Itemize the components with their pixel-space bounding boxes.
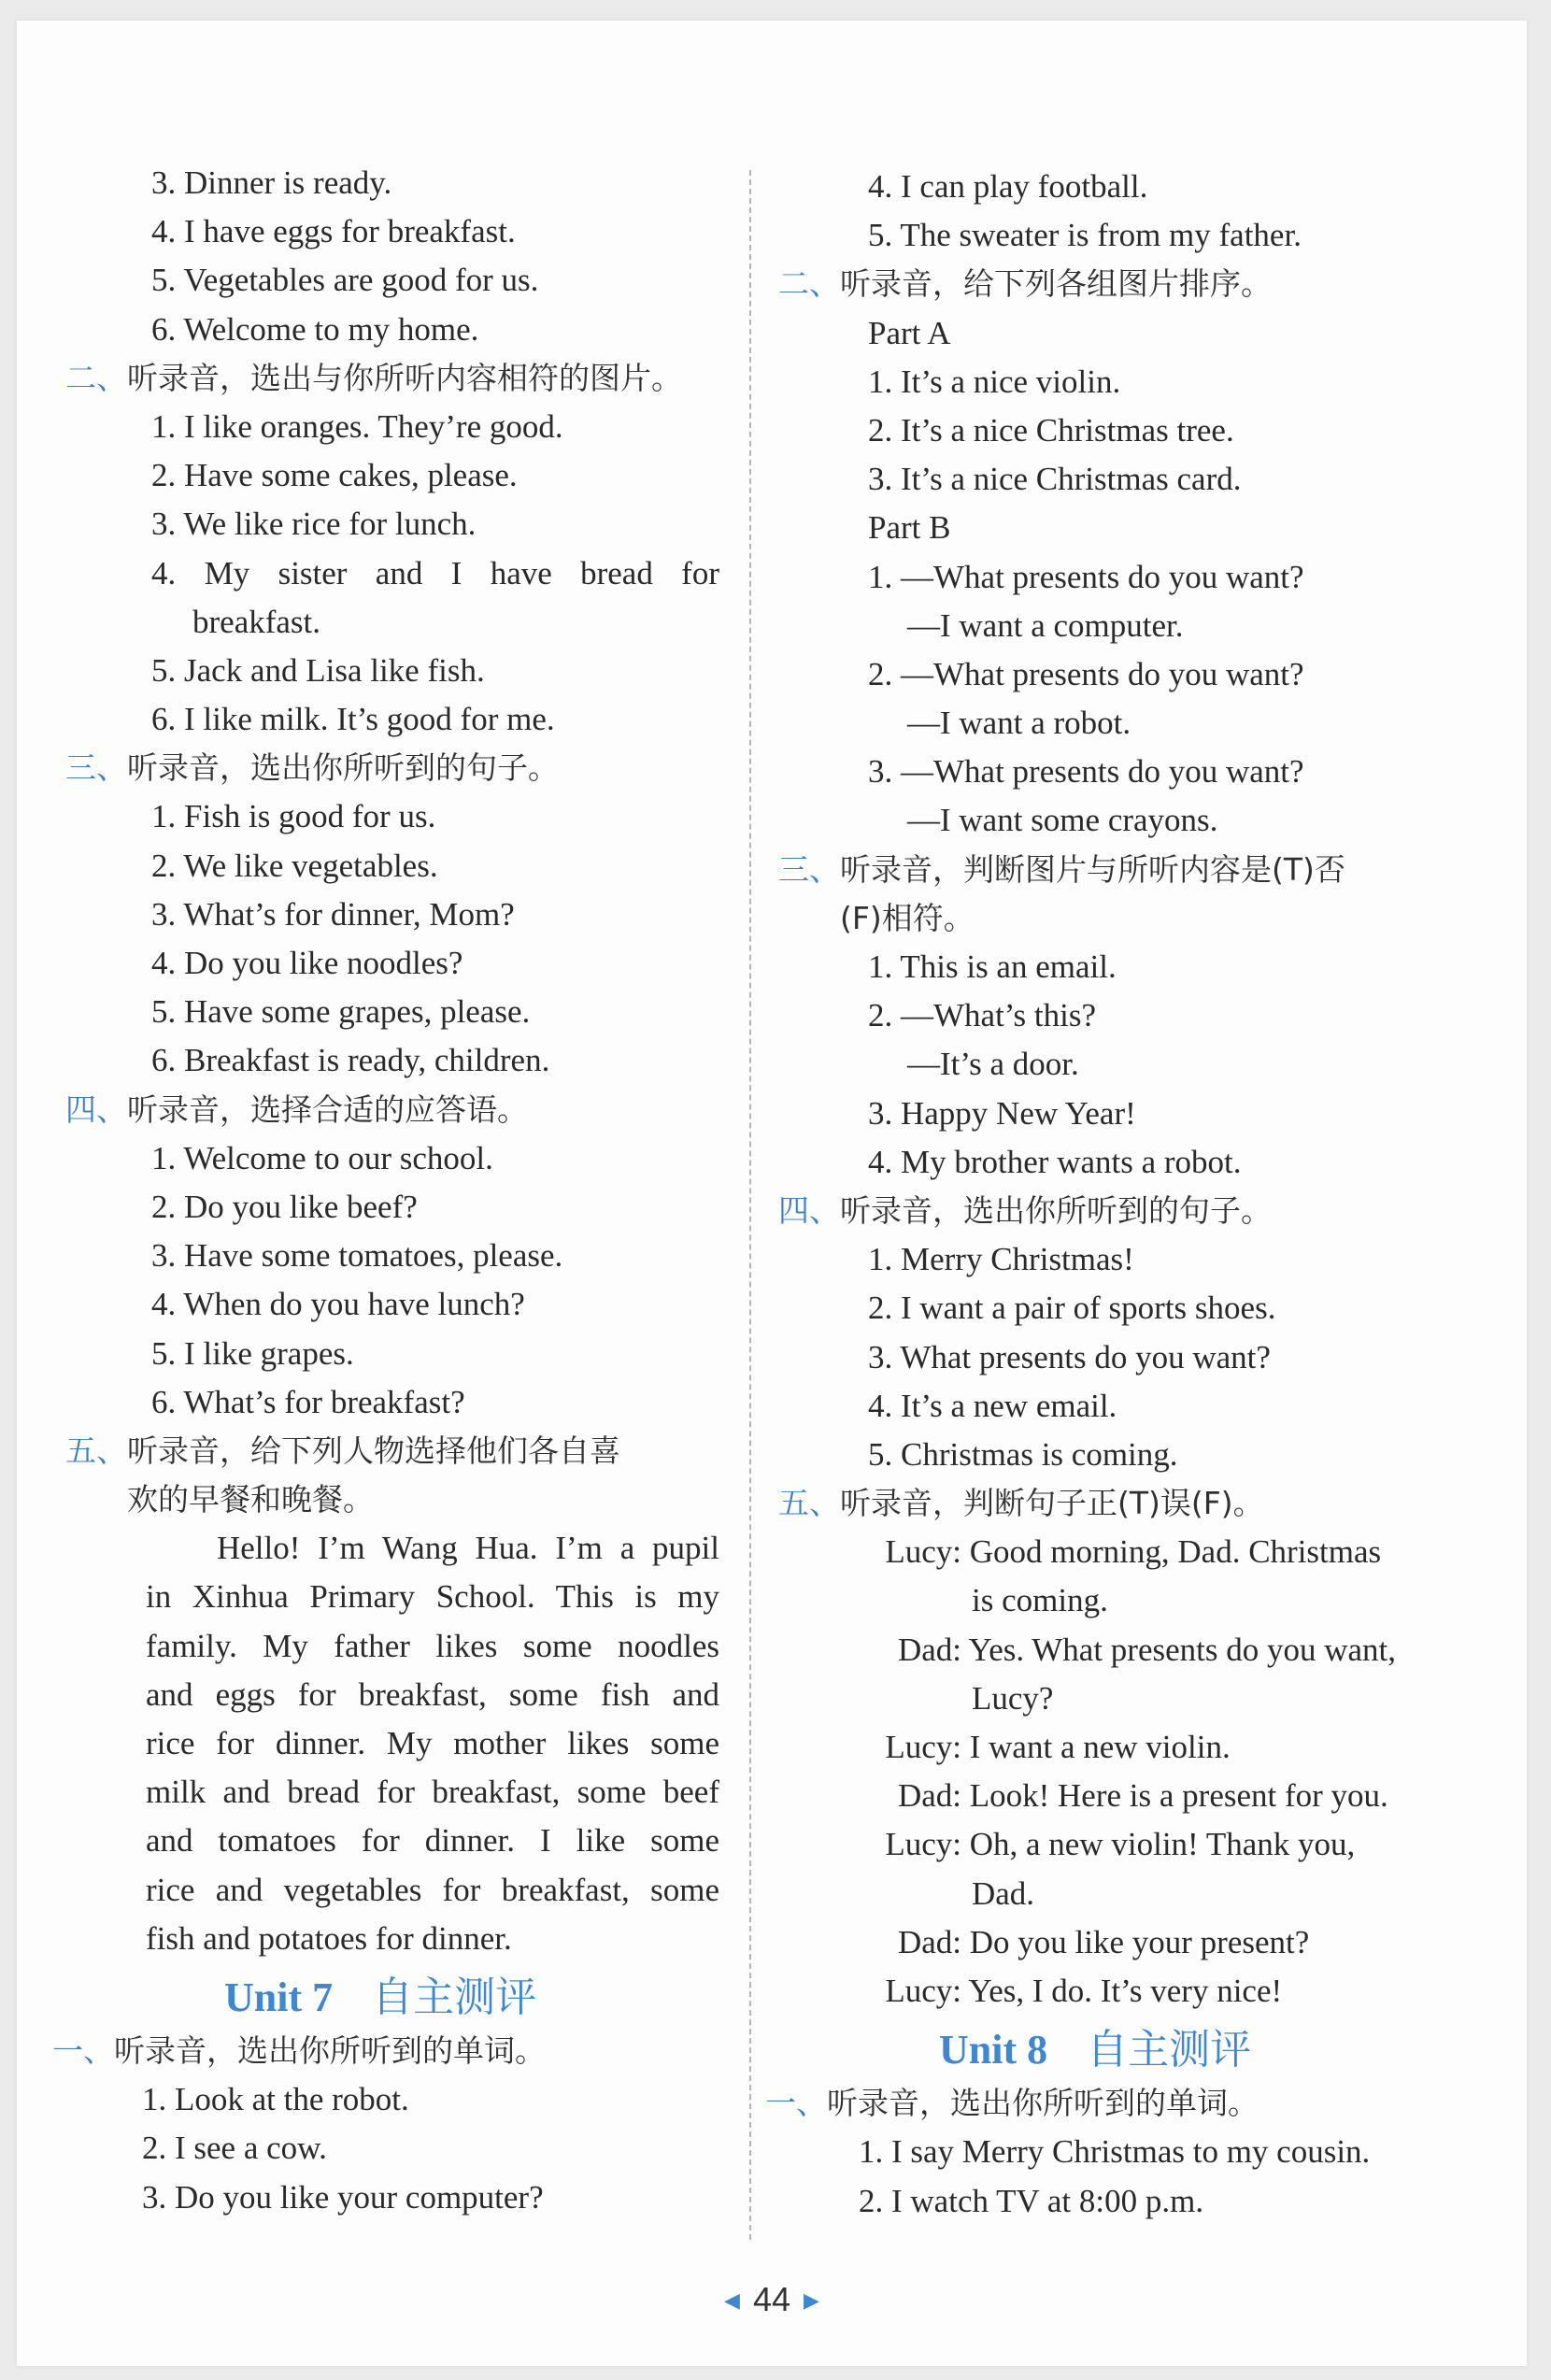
list-item: 6. What’s for breakfast? <box>151 1383 465 1420</box>
section-heading <box>65 744 719 792</box>
section-title: 听录音，判断句子正(T)误(F)。 <box>840 1485 1264 1522</box>
list-item-reply: —I want some crayons. <box>907 802 1218 839</box>
prev-page-icon[interactable]: ◀ <box>724 2288 740 2312</box>
unit-title: Unit 8 <box>939 2027 1048 2074</box>
dialog-line <box>778 1772 1470 1820</box>
section-heading <box>778 1479 1470 1528</box>
part-label: Part A <box>868 314 951 351</box>
right-column <box>765 163 1470 2226</box>
section-title: 听录音，选出你所听到的单词。 <box>827 2085 1259 2122</box>
list-item: 6. I like milk. It’s good for me. <box>151 701 555 738</box>
list-item: 2. I watch TV at 8:00 p.m. <box>859 2182 1204 2219</box>
list-item-reply: —I want a computer. <box>907 606 1184 644</box>
unit-subtitle: 自主测评 <box>1087 2026 1252 2074</box>
passage-line: rice for dinner. My mother likes some <box>146 1725 719 1761</box>
section-heading <box>778 846 1470 894</box>
section-number: 一、 <box>52 2031 114 2069</box>
list-item: 3. What’s for dinner, Mom? <box>151 895 515 933</box>
section-heading <box>778 1187 1470 1235</box>
list-item: 2. —What’s this? <box>868 997 1096 1034</box>
section-title: 听录音，判断图片与所听内容是(T)否 <box>840 850 1345 888</box>
list-item-continued: breakfast. <box>192 603 321 640</box>
dialog-text: Yes, I do. It’s very nice! <box>968 1972 1283 2009</box>
unit-subtitle: 自主测评 <box>372 1973 537 2021</box>
section-title: 听录音，选出与你所听内容相符的图片。 <box>127 359 682 396</box>
list-item: 3. Dinner is ready. <box>151 164 392 201</box>
list-item: 5. The sweater is from my father. <box>868 217 1302 254</box>
dialog-text: Look! Here is a present for you. <box>969 1777 1388 1815</box>
speaker: Lucy: <box>885 1972 961 2009</box>
list-item-reply: —I want a robot. <box>907 705 1131 742</box>
page-number: 44 <box>752 2280 791 2318</box>
speaker: Lucy: <box>885 1533 961 1571</box>
section-title: 听录音，选出你所听到的单词。 <box>114 2031 546 2069</box>
unit-heading <box>65 1969 719 2027</box>
speaker: Dad: <box>897 1777 961 1815</box>
list-item: 1. Merry Christmas! <box>868 1241 1134 1278</box>
section-title: 听录音，给下列各组图片排序。 <box>840 265 1272 303</box>
section-heading <box>65 354 719 403</box>
list-item: 3. —What presents do you want? <box>868 753 1304 791</box>
list-item: 4. My sister and I have bread for <box>151 554 719 591</box>
passage <box>65 1524 719 1963</box>
list-item-reply: —It’s a door. <box>907 1046 1079 1083</box>
list-item: 2. —What presents do you want? <box>868 655 1304 692</box>
list-item: 5. Vegetables are good for us. <box>151 262 539 299</box>
list-item: 2. It’s a nice Christmas tree. <box>868 411 1234 449</box>
passage-line: milk and bread for breakfast, some beef <box>146 1774 719 1811</box>
list-item: 1. —What presents do you want? <box>868 558 1304 595</box>
speaker: Dad: <box>897 1631 961 1668</box>
section-heading <box>52 2027 719 2075</box>
speaker: Lucy: <box>885 1826 961 1863</box>
section-number: 二、 <box>778 265 840 303</box>
dialog-text: Do you like your present? <box>969 1923 1310 1960</box>
dialog-continued: Dad. <box>972 1874 1035 1912</box>
dialog-line <box>778 1528 1470 1576</box>
passage-line: in Xinhua Primary School. This is my <box>146 1578 719 1616</box>
list-item: 4. It’s a new email. <box>868 1387 1117 1424</box>
list-item: 5. Christmas is coming. <box>868 1435 1178 1473</box>
list-item: 6. Breakfast is ready, children. <box>151 1042 550 1079</box>
dialog-text: Good morning, Dad. Christmas <box>969 1533 1382 1571</box>
section-number: 三、 <box>778 850 840 888</box>
speaker: Dad: <box>897 1923 961 1960</box>
list-item: 3. Have some tomatoes, please. <box>151 1237 563 1275</box>
left-column <box>52 159 719 2222</box>
passage-line: Hello! I’m Wang Hua. I’m a pupil <box>217 1530 719 1567</box>
dialog-continued: Lucy? <box>972 1679 1054 1717</box>
list-item: 2. I see a cow. <box>142 2130 327 2167</box>
list-item: 2. We like vegetables. <box>151 847 438 884</box>
list-item: 5. I like grapes. <box>151 1334 354 1372</box>
section-number: 四、 <box>65 1090 127 1128</box>
section-number: 二、 <box>65 359 127 396</box>
dialog-line <box>778 1723 1470 1772</box>
dialog-line <box>778 1918 1470 1967</box>
list-item: 6. Welcome to my home. <box>151 310 479 348</box>
list-item: 4. Do you like noodles? <box>151 945 463 981</box>
list-item: 3. Do you like your computer? <box>142 2178 544 2216</box>
dialog-line <box>778 1967 1470 2016</box>
section-heading <box>65 1427 719 1475</box>
list-item: 1. This is an email. <box>868 948 1117 985</box>
list-item: 1. I say Merry Christmas to my cousin. <box>859 2133 1371 2171</box>
part-label: Part B <box>868 509 951 547</box>
section-title-continued: (F)相符。 <box>840 899 975 936</box>
list-item: 4. When do you have lunch? <box>151 1286 525 1323</box>
section-number: 三、 <box>65 749 127 787</box>
list-item: 1. Welcome to our school. <box>151 1139 493 1176</box>
section-title-continued: 欢的早餐和晚餐。 <box>127 1481 374 1518</box>
section-title: 听录音，给下列人物选择他们各自喜 <box>127 1432 620 1469</box>
list-item: 1. Look at the robot. <box>142 2081 409 2118</box>
list-item: 4. I have eggs for breakfast. <box>151 213 516 250</box>
list-item: 1. It’s a nice violin. <box>868 363 1121 400</box>
section-title: 听录音，选择合适的应答语。 <box>127 1090 528 1128</box>
section-number: 五、 <box>65 1432 127 1469</box>
list-item: 5. Have some grapes, please. <box>151 993 531 1031</box>
dialog-text: I want a new violin. <box>969 1729 1231 1765</box>
section-number: 四、 <box>778 1191 840 1229</box>
list-item: 4. My brother wants a robot. <box>868 1143 1242 1180</box>
speaker: Lucy: <box>885 1729 961 1765</box>
passage-line: fish and potatoes for dinner. <box>146 1919 512 1957</box>
section-heading <box>65 1086 719 1134</box>
list-item: 4. I can play football. <box>868 168 1148 205</box>
dialog-text: Oh, a new violin! Thank you, <box>969 1826 1356 1863</box>
unit-title: Unit 7 <box>224 1974 334 2020</box>
list-item: 3. Happy New Year! <box>868 1094 1136 1132</box>
list-item: 2. I want a pair of sports shoes. <box>868 1290 1276 1327</box>
dialog-line <box>778 1626 1470 1675</box>
list-item: 1. I like oranges. They’re good. <box>151 407 563 445</box>
page <box>17 21 1527 2366</box>
passage-line: family. My father likes some noodles <box>146 1627 719 1664</box>
dialog-text: Yes. What presents do you want, <box>968 1631 1397 1668</box>
list-item: 3. It’s a nice Christmas card. <box>868 461 1242 498</box>
unit-heading <box>778 2021 1470 2079</box>
list-item: 2. Have some cakes, please. <box>151 457 518 494</box>
list-item: 5. Jack and Lisa like fish. <box>151 651 485 689</box>
section-title: 听录音，选出你所听到的句子。 <box>127 749 559 787</box>
section-number: 五、 <box>778 1485 840 1522</box>
section-heading <box>778 260 1470 308</box>
list-item: 3. We like rice for lunch. <box>151 506 477 543</box>
passage-line: and eggs for breakfast, some fish and <box>146 1675 719 1713</box>
dialog-continued: is coming. <box>972 1582 1108 1619</box>
dialog-line <box>778 1820 1470 1869</box>
list-item: 2. Do you like beef? <box>151 1188 418 1225</box>
passage-line: rice and vegetables for breakfast, some <box>146 1871 719 1908</box>
passage-line: and tomatoes for dinner. I like some <box>146 1822 719 1860</box>
column-divider <box>749 170 751 2240</box>
list-item: 3. What presents do you want? <box>868 1338 1271 1375</box>
page-footer <box>17 2280 1527 2319</box>
section-title: 听录音，选出你所听到的句子。 <box>840 1191 1272 1229</box>
next-page-icon[interactable]: ▶ <box>804 2288 819 2312</box>
section-heading <box>765 2079 1470 2128</box>
list-item: 1. Fish is good for us. <box>151 798 436 835</box>
section-number: 一、 <box>765 2085 827 2122</box>
